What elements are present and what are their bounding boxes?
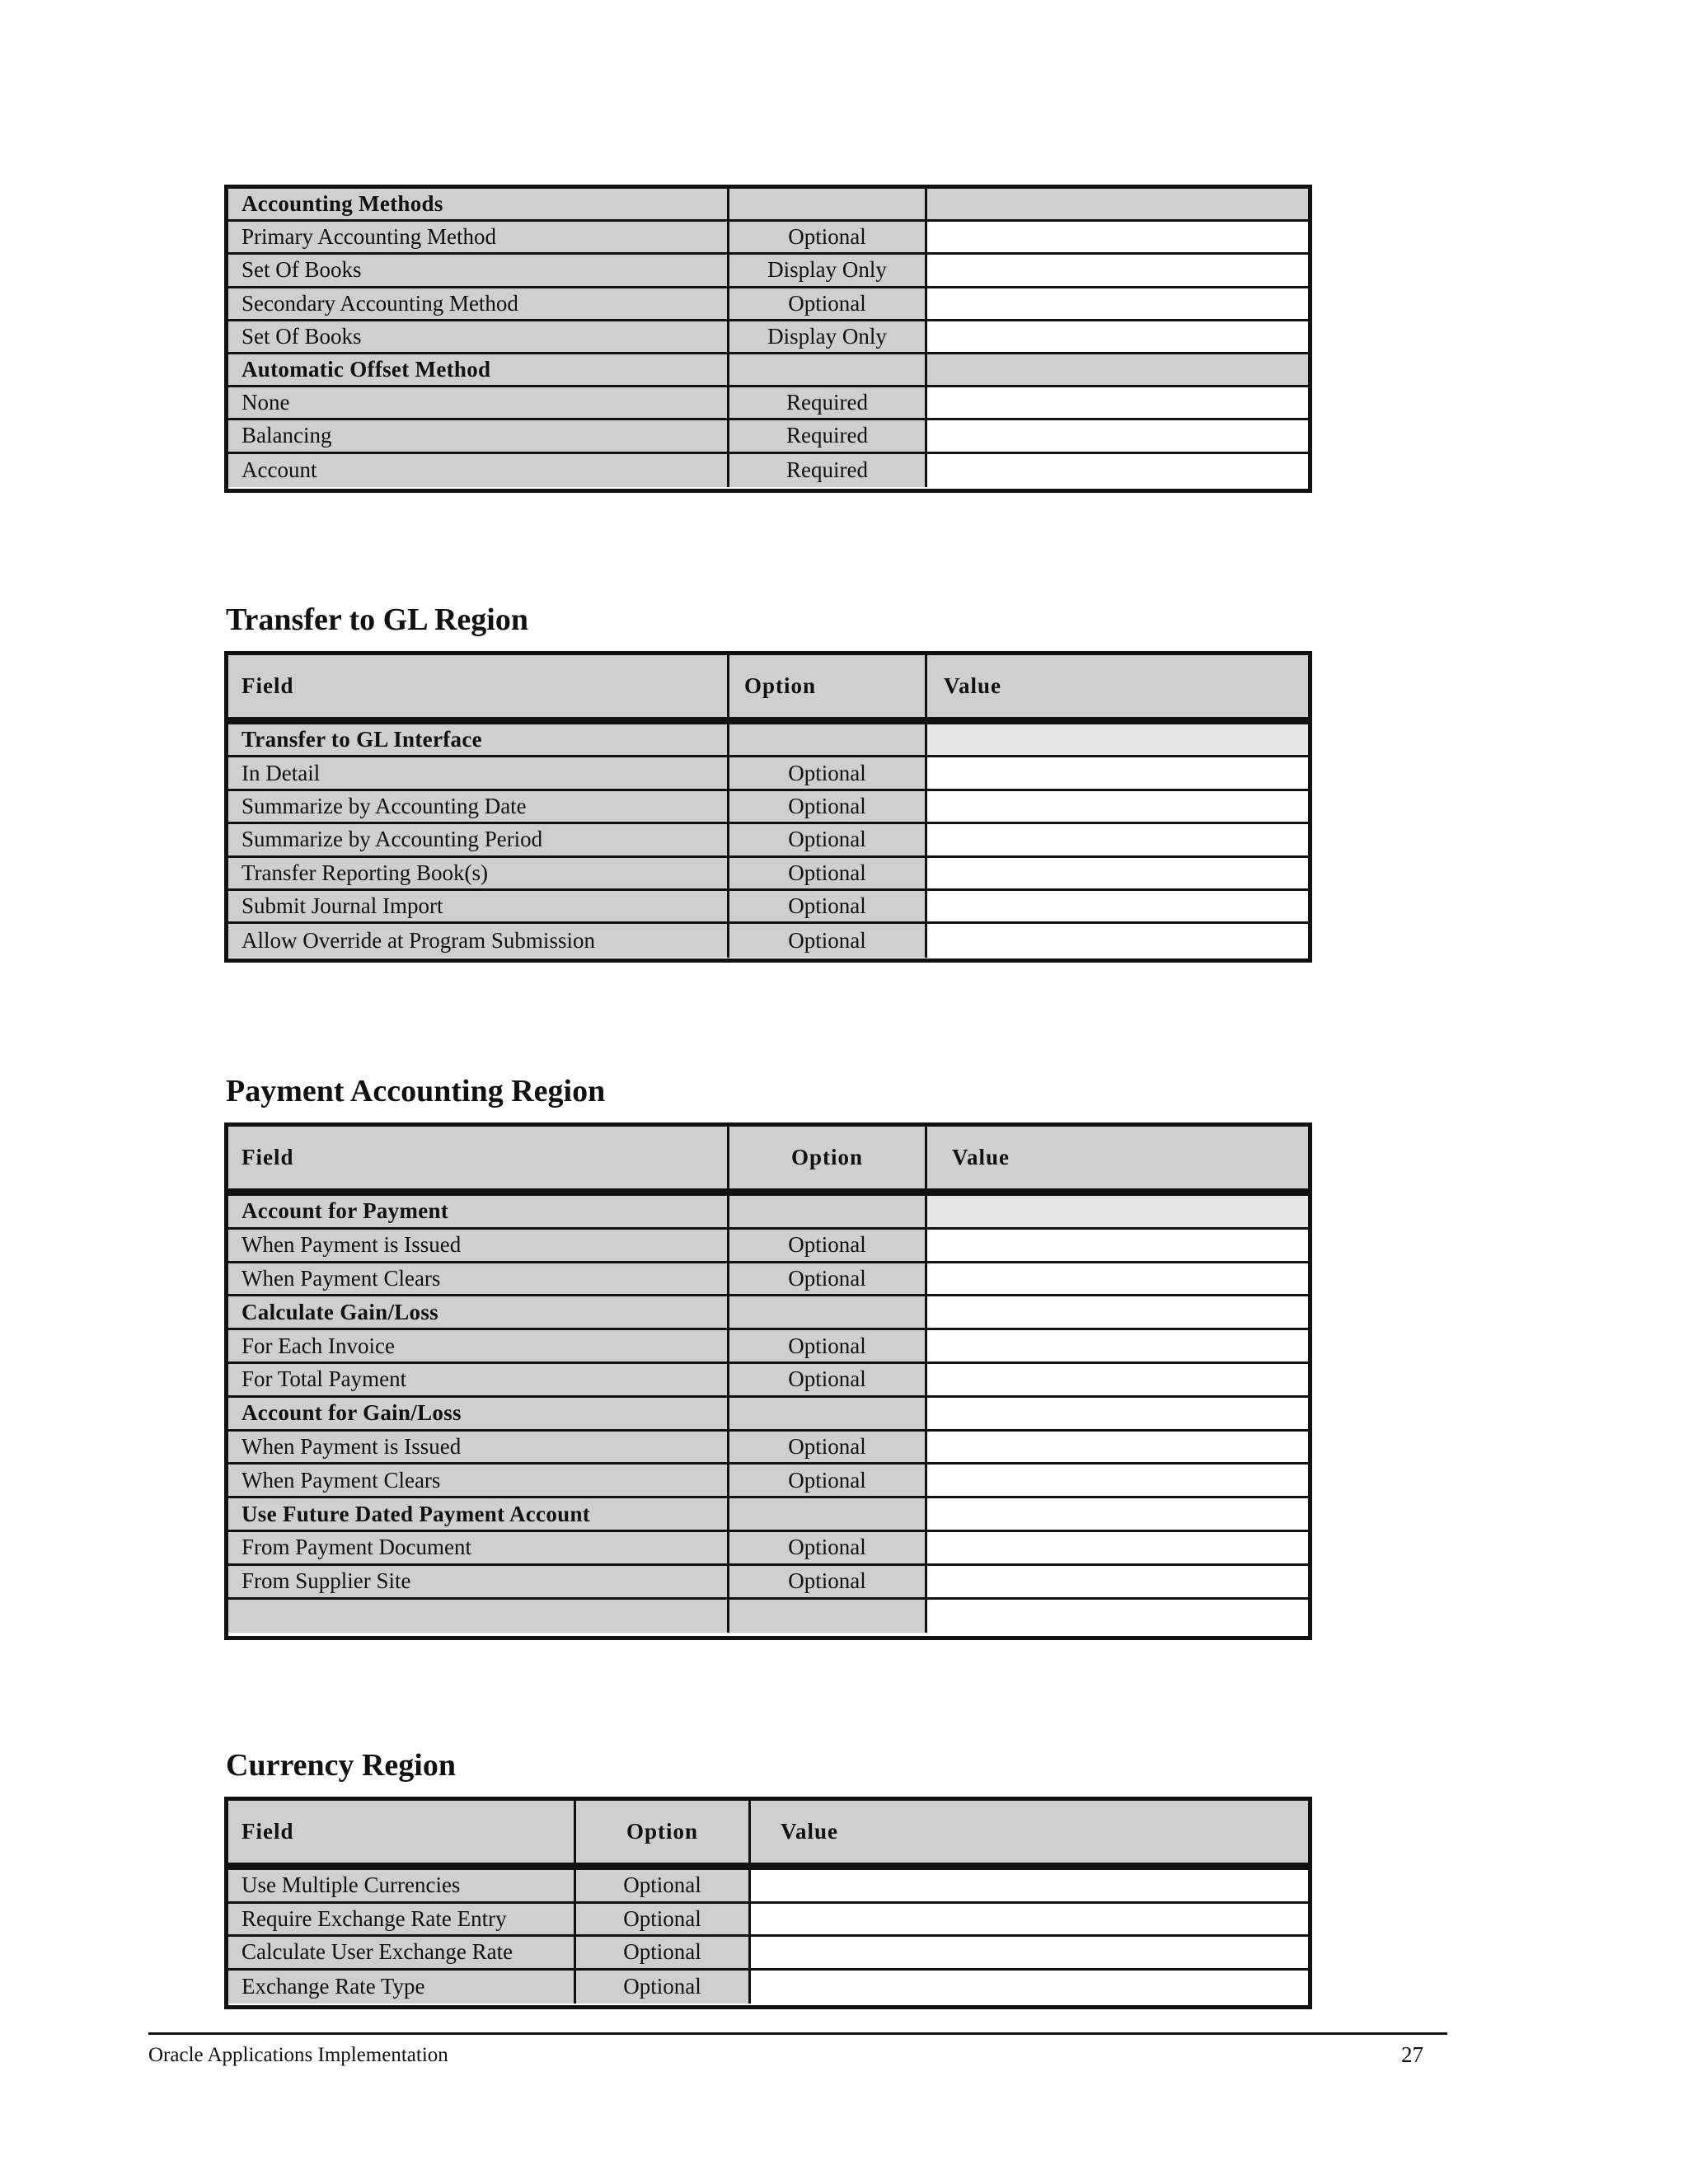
value-cell[interactable] <box>927 387 1308 418</box>
table-row <box>228 222 1308 255</box>
payment-accounting-table <box>224 1122 1312 1640</box>
value-cell[interactable] <box>927 1566 1308 1597</box>
option-value: Required <box>729 454 927 487</box>
option-value: Optional <box>576 1904 751 1935</box>
section-label: Use Future Dated Payment Account <box>228 1498 729 1530</box>
value-cell[interactable] <box>927 1432 1308 1463</box>
value-cell[interactable] <box>927 420 1308 451</box>
value-cell[interactable] <box>927 1465 1308 1496</box>
column-header-option: Option <box>576 1801 751 1863</box>
column-header-field: Field <box>228 1127 729 1188</box>
field-label: Exchange Rate Type <box>228 1971 576 2004</box>
field-label: Summarize by Accounting Period <box>228 824 729 855</box>
payment-accounting-title: Payment Accounting Region <box>226 1074 606 1108</box>
table-row <box>228 791 1308 824</box>
column-header-field: Field <box>228 655 729 717</box>
table-row <box>228 924 1308 957</box>
field-label: Require Exchange Rate Entry <box>228 1904 576 1935</box>
field-label: Summarize by Accounting Date <box>228 791 729 822</box>
value-cell[interactable] <box>927 255 1308 285</box>
footer-title: Oracle Applications Implementation <box>148 2044 448 2066</box>
section-label: Transfer to GL Interface <box>228 724 729 755</box>
table-row <box>228 387 1308 420</box>
table-row <box>228 420 1308 453</box>
field-label: Set Of Books <box>228 321 729 352</box>
value-cell[interactable] <box>751 1904 1308 1935</box>
option-value: Optional <box>729 858 927 888</box>
table-row <box>228 1230 1308 1263</box>
section-row <box>228 1296 1308 1330</box>
table-row <box>228 1263 1308 1297</box>
payment-accounting-header-row <box>228 1127 1308 1196</box>
field-label: When Payment Clears <box>228 1465 729 1496</box>
field-label: Use Multiple Currencies <box>228 1870 576 1901</box>
value-cell[interactable] <box>927 757 1308 788</box>
column-header-option: Option <box>729 655 927 717</box>
field-label: When Payment is Issued <box>228 1230 729 1261</box>
currency-header-row <box>228 1801 1308 1870</box>
section-label: Automatic Offset Method <box>228 354 729 385</box>
section-row <box>228 1398 1308 1432</box>
section-row <box>228 1498 1308 1532</box>
section-label: Account for Gain/Loss <box>228 1398 729 1429</box>
value-cell[interactable] <box>927 1398 1308 1429</box>
table-row <box>228 321 1308 354</box>
field-label: From Payment Document <box>228 1532 729 1563</box>
table-row <box>228 1330 1308 1364</box>
value-cell[interactable] <box>927 724 1308 755</box>
option-value <box>729 1498 927 1530</box>
value-cell[interactable] <box>927 222 1308 252</box>
value-cell[interactable] <box>927 454 1308 487</box>
value-cell[interactable] <box>927 1498 1308 1530</box>
page-number: 27 <box>1401 2042 1423 2067</box>
option-value: Optional <box>729 924 927 957</box>
section-row <box>228 354 1308 387</box>
field-label: Calculate User Exchange Rate <box>228 1937 576 1968</box>
option-value <box>729 1196 927 1227</box>
accounting-methods-table <box>224 185 1312 493</box>
value-cell[interactable] <box>927 1263 1308 1295</box>
currency-title: Currency Region <box>226 1748 456 1783</box>
transfer-gl-table <box>224 651 1312 963</box>
transfer-gl-title: Transfer to GL Region <box>226 602 528 637</box>
table-row <box>228 757 1308 790</box>
field-label: Submit Journal Import <box>228 891 729 921</box>
value-cell[interactable] <box>927 1196 1308 1227</box>
table-row <box>228 1566 1308 1600</box>
column-header-option: Option <box>729 1127 927 1188</box>
value-cell[interactable] <box>751 1870 1308 1901</box>
table-row <box>228 1904 1308 1938</box>
section-row <box>228 1196 1308 1230</box>
table-row <box>228 858 1308 891</box>
table-row <box>228 891 1308 924</box>
table-row <box>228 1465 1308 1498</box>
table-row <box>228 1870 1308 1904</box>
field-label: From Supplier Site <box>228 1566 729 1597</box>
value-cell[interactable] <box>927 891 1308 921</box>
field-label: Balancing <box>228 420 729 451</box>
table-row <box>228 454 1308 487</box>
option-value: Required <box>729 420 927 451</box>
value-cell[interactable] <box>927 354 1308 385</box>
value-cell[interactable] <box>927 924 1308 957</box>
field-label: None <box>228 387 729 418</box>
option-value: Optional <box>576 1937 751 1968</box>
field-label: When Payment Clears <box>228 1263 729 1295</box>
option-value: Optional <box>729 824 927 855</box>
option-value: Optional <box>729 1465 927 1496</box>
option-value: Optional <box>729 1532 927 1563</box>
field-label: Account <box>228 454 729 487</box>
transfer-gl-header-row <box>228 655 1308 724</box>
option-value: Optional <box>729 757 927 788</box>
field-label: In Detail <box>228 757 729 788</box>
table-row <box>228 1600 1308 1633</box>
option-value: Display Only <box>729 255 927 285</box>
value-cell[interactable] <box>927 189 1308 219</box>
table-row <box>228 1364 1308 1398</box>
field-label: Transfer Reporting Book(s) <box>228 858 729 888</box>
table-row <box>228 824 1308 857</box>
option-value <box>729 189 927 219</box>
field-label: Set Of Books <box>228 255 729 285</box>
section-label: Calculate Gain/Loss <box>228 1296 729 1328</box>
column-header-value: Value <box>751 1801 1308 1863</box>
footer-rule <box>148 2032 1447 2035</box>
option-value: Optional <box>729 1566 927 1597</box>
option-value: Optional <box>729 1230 927 1261</box>
table-row <box>228 1432 1308 1465</box>
field-label: For Total Payment <box>228 1364 729 1395</box>
option-value: Optional <box>729 1330 927 1361</box>
column-header-field: Field <box>228 1801 576 1863</box>
option-value <box>729 1398 927 1429</box>
field-label: Primary Accounting Method <box>228 222 729 252</box>
value-cell[interactable] <box>927 1364 1308 1395</box>
value-cell[interactable] <box>927 321 1308 352</box>
option-value: Optional <box>729 791 927 822</box>
option-value: Optional <box>729 222 927 252</box>
field-label: For Each Invoice <box>228 1330 729 1361</box>
section-row <box>228 189 1308 222</box>
section-label: Accounting Methods <box>228 189 729 219</box>
value-cell[interactable] <box>927 288 1308 319</box>
column-header-value: Value <box>927 1127 1308 1188</box>
value-cell[interactable] <box>927 1296 1308 1328</box>
value-cell[interactable] <box>927 858 1308 888</box>
field-label: Allow Override at Program Submission <box>228 924 729 957</box>
field-label: When Payment is Issued <box>228 1432 729 1463</box>
value-cell[interactable] <box>927 824 1308 855</box>
currency-table <box>224 1797 1312 2009</box>
section-label: Account for Payment <box>228 1196 729 1227</box>
table-row <box>228 1532 1308 1566</box>
option-value: Optional <box>576 1870 751 1901</box>
field-label <box>228 1600 729 1633</box>
section-row <box>228 724 1308 757</box>
table-row <box>228 255 1308 288</box>
column-header-value: Value <box>927 655 1308 717</box>
option-value <box>729 724 927 755</box>
option-value: Optional <box>576 1971 751 2004</box>
value-cell[interactable] <box>927 1600 1308 1633</box>
option-value <box>729 354 927 385</box>
option-value: Optional <box>729 1364 927 1395</box>
option-value: Optional <box>729 891 927 921</box>
table-row <box>228 288 1308 321</box>
value-cell[interactable] <box>927 1230 1308 1261</box>
option-value: Optional <box>729 1432 927 1463</box>
option-value <box>729 1600 927 1633</box>
option-value <box>729 1296 927 1328</box>
table-row <box>228 1971 1308 2004</box>
option-value: Required <box>729 387 927 418</box>
option-value: Display Only <box>729 321 927 352</box>
value-cell[interactable] <box>927 1330 1308 1361</box>
value-cell[interactable] <box>751 1937 1308 1968</box>
value-cell[interactable] <box>927 791 1308 822</box>
option-value: Optional <box>729 288 927 319</box>
option-value: Optional <box>729 1263 927 1295</box>
table-row <box>228 1937 1308 1971</box>
field-label: Secondary Accounting Method <box>228 288 729 319</box>
value-cell[interactable] <box>927 1532 1308 1563</box>
value-cell[interactable] <box>751 1971 1308 2004</box>
